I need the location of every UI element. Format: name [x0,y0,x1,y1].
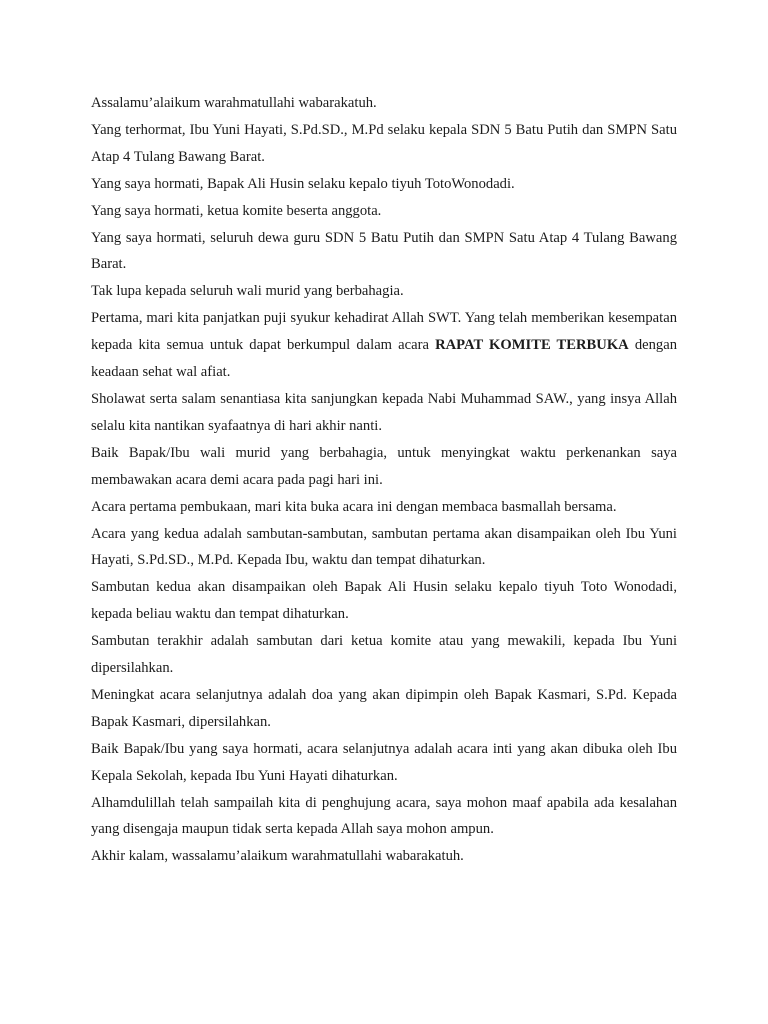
event-name-bold: RAPAT KOMITE TERBUKA [435,337,629,354]
paragraph-opening-greeting: Assalamu’alaikum warahmatullahi wabarakatuh. [91,95,377,111]
paragraph-agenda-speech-last: Sambutan terakhir adalah sambutan dari ketua komite atau yang mewakili, kepada Ibu Yuni dipersilahkan. [91,633,677,677]
paragraph-agenda-speech-first: Acara yang kedua adalah sambutan-sambutan, sambutan pertama akan disampaikan oleh Ibu Yuni Hayati, S.Pd.SD., M.Pd. Kepada Ibu, waktu dan tempat dihaturkan. [91,525,677,569]
paragraph-agenda-main-event: Baik Bapak/Ibu yang saya hormati, acara selanjutnya adalah acara inti yang akan dibuka oleh Ibu Kepala Sekolah, kepada Ibu Yuni Hayati dihaturkan. [91,740,677,784]
paragraph-sholawat: Sholawat serta salam senantiasa kita sanjungkan kepada Nabi Muhammad SAW., yang insya Allah selalu kita nantikan syafaatnya di hari akhir nanti. [91,390,677,434]
paragraph-salutation-principal: Yang terhormat, Ibu Yuni Hayati, S.Pd.SD., M.Pd selaku kepala SDN 5 Batu Putih dan SMPN Satu Atap 4 Tulang Bawang Barat. [91,121,677,165]
paragraph-salutation-parents: Tak lupa kepada seluruh wali murid yang berbahagia. [91,283,404,300]
paragraph-salutation-village-head: Yang saya hormati, Bapak Ali Husin selaku kepalo tiyuh TotoWonodadi. [91,175,515,192]
paragraph-salutation-committee: Yang saya hormati, ketua komite beserta anggota. [91,202,382,219]
paragraph-closing-apology: Alhamdulillah telah sampailah kita di penghujung acara, saya mohon maaf apabila ada kesalahan yang disengaja maupun tidak serta kepada Allah saya mohon ampun. [91,794,677,838]
paragraph-gratitude-text-before: Pertama, mari kita panjatkan puji syukur kehadirat Allah SWT. Yang telah memberikan kesempatan kepada kita semua untuk dapat berkumpul dalam acara [91,310,677,354]
paragraph-agenda-opening: Acara pertama pembukaan, mari kita buka acara ini dengan membaca basmallah bersama. [91,498,617,515]
paragraph-agenda-speech-second: Sambutan kedua akan disampaikan oleh Bapak Ali Husin selaku kepalo tiyuh Toto Wonodadi, kepada beliau waktu dan tempat dihaturkan. [91,579,677,623]
paragraph-agenda-prayer: Meningkat acara selanjutnya adalah doa yang akan dipimpin oleh Bapak Kasmari, S.Pd. Kepada Bapak Kasmari, dipersilahkan. [91,686,677,730]
document-page [91,90,677,870]
paragraph-salutation-teachers: Yang saya hormati, seluruh dewa guru SDN 5 Batu Putih dan SMPN Satu Atap 4 Tulang Bawang Barat. [91,229,677,273]
paragraph-gratitude [91,305,677,386]
paragraph-gratitude-text-after: dengan keadaan sehat wal afiat. [91,337,677,381]
paragraph-closing-greeting: Akhir kalam, wassalamu’alaikum warahmatullahi wabarakatuh. [91,848,464,865]
paragraph-agenda-intro: Baik Bapak/Ibu wali murid yang berbahagia, untuk menyingkat waktu perkenankan saya membawakan acara demi acara pada pagi hari ini. [91,444,677,488]
